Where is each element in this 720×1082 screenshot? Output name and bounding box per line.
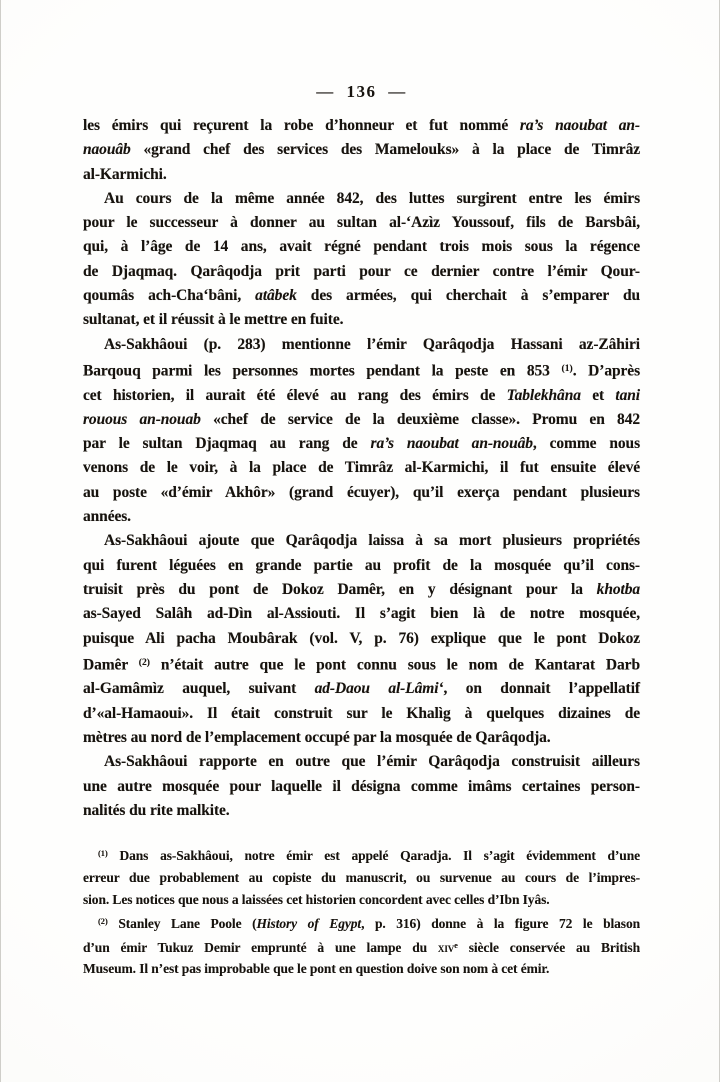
text-segment: , on donnait l’appellatif bbox=[443, 680, 640, 698]
text-line bbox=[83, 384, 640, 408]
text-segment: , comme nous bbox=[532, 435, 641, 453]
italic-text: History of Egypt bbox=[256, 915, 362, 931]
text-line bbox=[83, 308, 640, 332]
text-segment: qui, à l’âge de 14 ans, avait régné pendant trois mois sous la régence bbox=[83, 238, 640, 256]
superscript-marker: (2) bbox=[138, 656, 150, 668]
text-line bbox=[83, 432, 640, 456]
text-segment: d’«al-Hamaoui». Il était construit sur le Khalìg à quelques dizaines de bbox=[83, 704, 640, 722]
text-segment: par le sultan Djaqmaq au rang de bbox=[83, 435, 371, 453]
text-segment: Damêr bbox=[83, 656, 139, 674]
text-segment: venons de le voir, à la place de Timrâz al-Karmichi, il fut ensuite élevé bbox=[83, 459, 640, 477]
italic-text: ra’s naoubat an- bbox=[519, 117, 640, 134]
superscript-marker: (1) bbox=[98, 849, 108, 858]
text-line bbox=[83, 843, 640, 867]
text-segment: des armées, qui cherchait à s’emparer du bbox=[296, 287, 640, 305]
text-line bbox=[83, 456, 640, 480]
smallcaps-text: xiv bbox=[437, 939, 455, 955]
text-segment: une autre mosquée pour laquelle il désigna comme imâms certaines person- bbox=[83, 777, 640, 795]
text-line bbox=[83, 408, 640, 432]
italic-text: tani bbox=[615, 386, 640, 404]
text-segment: nalités du rite malkite. bbox=[83, 801, 230, 819]
text-line bbox=[83, 750, 640, 774]
text-segment: Dans as-Sakhâoui, notre émir est appelé Qaradja. Il s’agit évidemment d’une bbox=[107, 847, 640, 863]
superscript-marker: e bbox=[454, 940, 458, 950]
text-line bbox=[83, 163, 640, 187]
footnote bbox=[83, 911, 640, 981]
text-segment: mètres au nord de l’emplacement occupé par la mosquée de Qarâqodja. bbox=[83, 729, 551, 747]
text-line bbox=[83, 138, 640, 162]
text-line bbox=[83, 211, 640, 235]
superscript-marker: (1) bbox=[561, 362, 573, 374]
text-line bbox=[83, 677, 640, 701]
text-segment: erreur due probablement au copiste du manuscrit, ou survenue au cours de l’impres- bbox=[83, 869, 640, 885]
text-line bbox=[83, 911, 640, 935]
italic-text: atâbek bbox=[255, 287, 297, 305]
text-line bbox=[83, 958, 640, 980]
text-line bbox=[83, 627, 640, 651]
text-line bbox=[83, 505, 640, 529]
text-line bbox=[83, 775, 640, 799]
text-line bbox=[83, 481, 640, 505]
text-line bbox=[83, 357, 640, 384]
text-segment: . D’après bbox=[572, 362, 640, 380]
italic-text: ra’s naoubat an-nouâb bbox=[370, 435, 533, 453]
text-line bbox=[83, 235, 640, 259]
text-segment: as-Sayed Salâh ad-Dìn al-Assiouti. Il s’agit bien là de notre mosquée, bbox=[83, 605, 640, 623]
text-segment: , p. 316) donne à la figure 72 le blason bbox=[361, 915, 641, 931]
text-segment: As-Sakhâoui (p. 283) mentionne l’émir Qarâqodja Hassani az-Zâhiri bbox=[104, 335, 640, 353]
paragraph bbox=[83, 187, 640, 333]
text-segment: puisque Ali pacha Moubârak (vol. V, p. 76) explique que le pont Dokoz bbox=[83, 629, 640, 647]
text-segment: al-Gamâmìz auquel, suivant bbox=[83, 680, 315, 698]
text-line bbox=[83, 578, 640, 602]
text-segment: de Djaqmaq. Qarâqodja prit parti pour ce dernier contre l’émir Qour- bbox=[83, 262, 640, 280]
paragraph bbox=[83, 750, 640, 823]
paragraph bbox=[83, 114, 640, 187]
text-segment: Museum. Il n’est pas improbable que le pont en question doive son nom à cet émir. bbox=[83, 961, 550, 977]
text-segment: siècle conservée au British bbox=[457, 939, 640, 955]
text-segment: cet historien, il aurait été élevé au rang des émirs de bbox=[83, 386, 507, 404]
text-line bbox=[83, 799, 640, 823]
text-segment: al-Karmichi. bbox=[83, 165, 167, 183]
page-number: — 136 — bbox=[316, 82, 407, 101]
text-segment: d’un émir Tukuz Demir emprunté à une lampe du bbox=[83, 939, 438, 955]
text-line bbox=[83, 651, 640, 678]
text-segment: qui furent léguées en grande partie au profit de la mosquée qu’il cons- bbox=[83, 556, 640, 574]
text-line bbox=[83, 554, 640, 578]
text-line bbox=[83, 935, 640, 959]
text-line bbox=[83, 333, 640, 357]
footnote bbox=[83, 843, 640, 911]
italic-text: rouous an-nouab bbox=[83, 410, 201, 428]
text-segment: Au cours de la même année 842, des luttes surgirent entre les émirs bbox=[104, 189, 640, 207]
text-line bbox=[83, 529, 640, 553]
text-segment: Stanley Lane Poole ( bbox=[107, 915, 257, 931]
text-segment: n’était autre que le pont connu sous le nom de Kantarat Darb bbox=[149, 656, 640, 674]
text-line bbox=[83, 889, 640, 911]
text-segment: au poste «d’émir Akhôr» (grand écuyer), qu’il exerça pendant plusieurs bbox=[83, 483, 640, 501]
text-segment: années. bbox=[83, 508, 131, 526]
italic-text: naouâb bbox=[83, 141, 131, 159]
italic-text: Tablekhâna bbox=[506, 386, 581, 404]
text-segment: sultanat, et il réussit à le mettre en fuite. bbox=[83, 311, 344, 329]
italic-text: ad-Daou al-Lâmi‘ bbox=[314, 680, 444, 698]
text-segment: pour le successeur à donner au sultan al-‘Azìz Youssouf, fils de Barsbâi, bbox=[83, 214, 640, 232]
text-line bbox=[83, 187, 640, 211]
text-line bbox=[83, 602, 640, 626]
paragraph bbox=[83, 333, 640, 530]
text-segment: Barqouq parmi les personnes mortes pendant la peste en 853 bbox=[83, 362, 562, 380]
text-line bbox=[83, 867, 640, 889]
text-segment: «grand chef des services des Mamelouks» à la place de Timrâz bbox=[130, 141, 640, 159]
text-segment: qoumâs ach-Cha‘bâni, bbox=[83, 287, 256, 305]
superscript-marker: (2) bbox=[98, 916, 108, 926]
text-segment: As-Sakhâoui rapporte en outre que l’émir Qarâqodja construisit ailleurs bbox=[104, 753, 640, 771]
text-segment: sion. Les notices que nous a laissées cet historien concordent avec celles d’Ibn Iyâs. bbox=[83, 891, 550, 907]
text-segment: «chef de service de la deuxième classe». Promu en 842 bbox=[200, 410, 641, 428]
text-line bbox=[83, 702, 640, 726]
text-line bbox=[83, 284, 640, 308]
text-line bbox=[83, 260, 640, 284]
text-line bbox=[83, 114, 640, 138]
text-segment: truisit près du pont de Dokoz Damêr, en y désignant pour la bbox=[83, 580, 597, 598]
text-segment: et bbox=[580, 386, 616, 404]
text-segment: les émirs qui reçurent la robe d’honneur et fut nommé bbox=[83, 117, 520, 134]
text-line bbox=[83, 726, 640, 750]
main-text bbox=[83, 114, 640, 823]
italic-text: khotba bbox=[596, 580, 640, 598]
paragraph bbox=[83, 529, 640, 750]
text-segment: As-Sakhâoui ajoute que Qarâqodja laissa à sa mort plusieurs propriétés bbox=[104, 532, 640, 550]
footnotes bbox=[83, 843, 640, 980]
